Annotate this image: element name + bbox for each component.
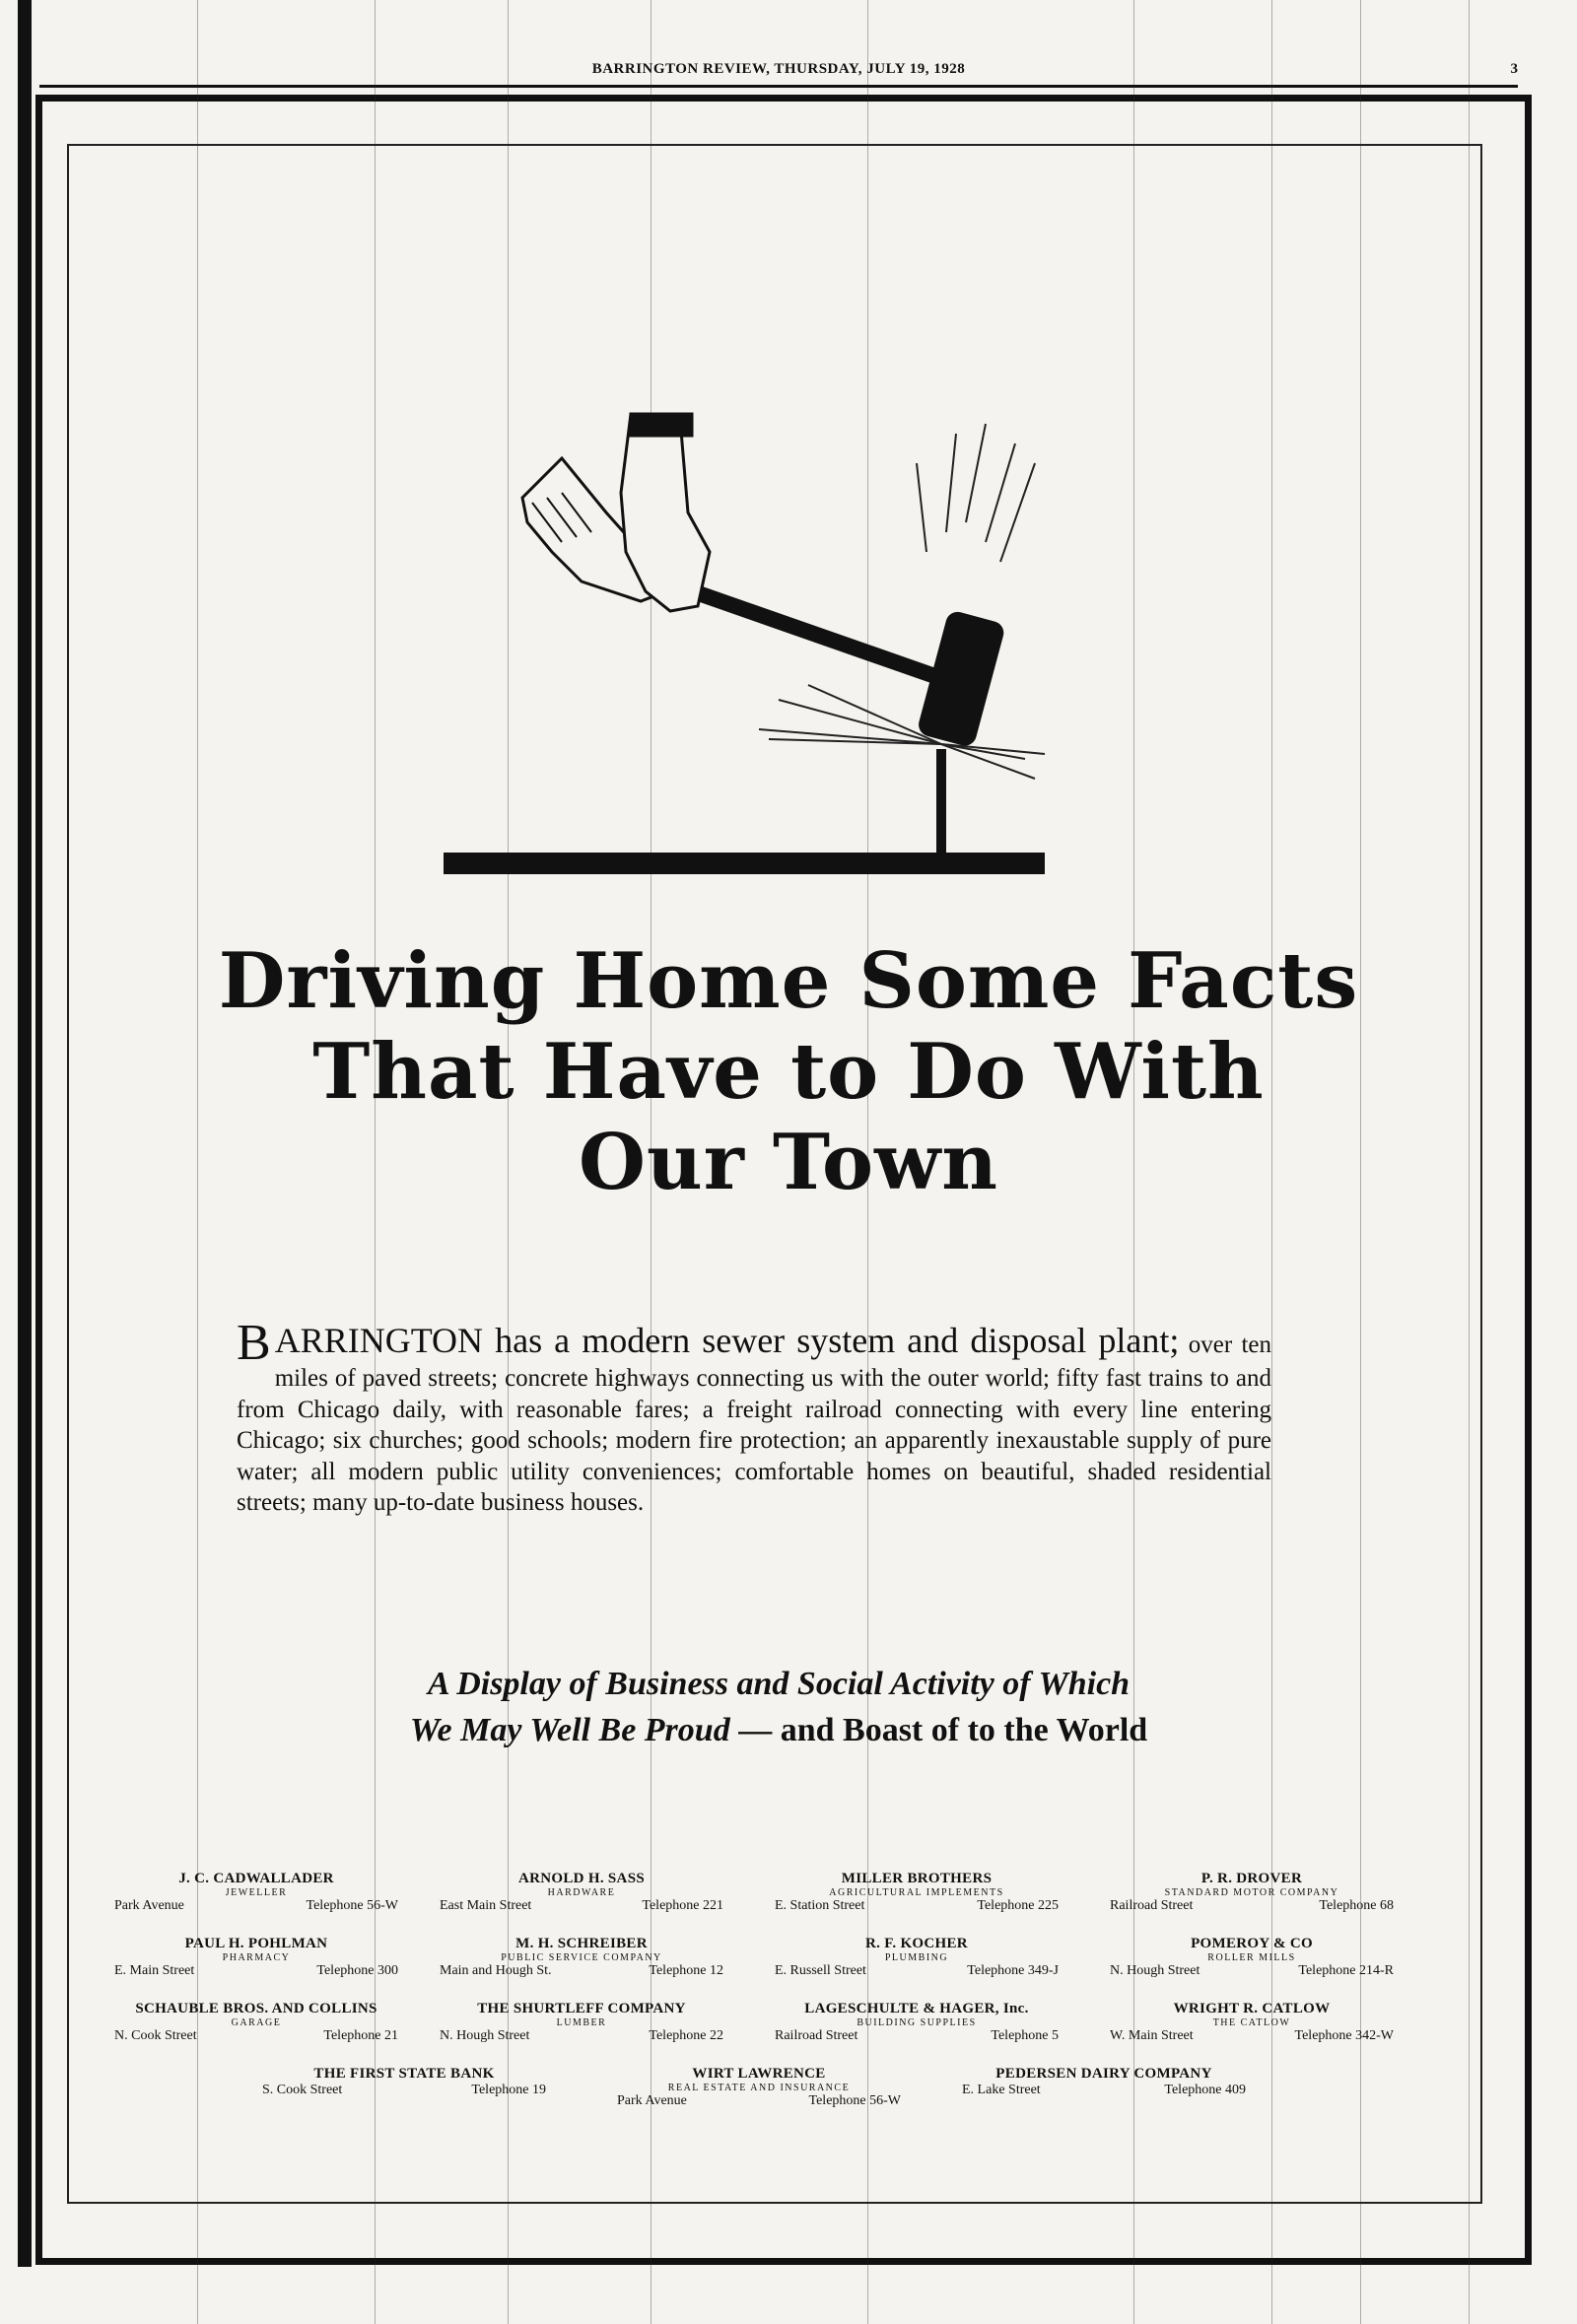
headline-line-1: Driving Home Some Facts <box>218 936 1359 1026</box>
business-wirt-lawrence <box>611 2066 907 2109</box>
business-address: E. Station Street <box>775 1898 865 1913</box>
hammer-nail-icon <box>434 404 1064 887</box>
business-phone: Telephone 19 <box>471 2083 546 2097</box>
business-kind: PUBLIC SERVICE COMPANY <box>501 1952 662 1963</box>
business-name: J. C. CADWALLADER <box>178 1871 334 1886</box>
business-address: Park Avenue <box>617 2093 687 2108</box>
business-phone: Telephone 409 <box>1164 2083 1246 2097</box>
business-phone: Telephone 225 <box>977 1898 1059 1913</box>
business-cadwallader <box>108 1871 404 1914</box>
business-address: N. Hough Street <box>440 2028 530 2043</box>
business-phone: Telephone 221 <box>642 1898 723 1913</box>
business-name: MILLER BROTHERS <box>841 1871 993 1886</box>
body-first-line: ARRINGTON has a modern sewer system and disposal plant; <box>274 1321 1180 1360</box>
business-name: THE FIRST STATE BANK <box>313 2066 495 2082</box>
business-kind: AGRICULTURAL IMPLEMENTS <box>829 1887 1004 1898</box>
tagline <box>237 1662 1321 1754</box>
headline <box>99 936 1478 1208</box>
business-schreiber <box>434 1936 729 1979</box>
tagline-line-2-rest: — and Boast of to the World <box>729 1711 1148 1748</box>
business-phone: Telephone 5 <box>991 2028 1059 2043</box>
business-address: N. Cook Street <box>114 2028 197 2043</box>
business-address: E. Main Street <box>114 1963 195 1978</box>
business-first-state-bank <box>256 2066 552 2098</box>
business-name: THE SHURTLEFF COMPANY <box>477 2001 686 2016</box>
page-edge <box>18 0 32 2267</box>
hands <box>522 414 710 611</box>
business-phone: Telephone 300 <box>316 1963 398 1978</box>
business-address: W. Main Street <box>1110 2028 1194 2043</box>
headline-line-2: That Have to Do With <box>312 1027 1265 1118</box>
business-kind: STANDARD MOTOR COMPANY <box>1164 1887 1339 1898</box>
business-kind: GARAGE <box>231 2017 282 2028</box>
nail <box>936 749 946 855</box>
business-kind: THE CATLOW <box>1212 2017 1291 2028</box>
page-number: 3 <box>1510 61 1518 77</box>
business-lageschulte <box>769 2001 1064 2044</box>
business-name: R. F. KOCHER <box>865 1936 968 1951</box>
business-address: East Main Street <box>440 1898 532 1913</box>
business-miller <box>769 1871 1064 1914</box>
business-phone: Telephone 56-W <box>306 1898 398 1913</box>
business-address: Railroad Street <box>1110 1898 1194 1913</box>
business-name: ARNOLD H. SASS <box>518 1871 645 1886</box>
business-phone: Telephone 56-W <box>808 2093 901 2108</box>
business-kind: HARDWARE <box>547 1887 616 1898</box>
business-address: N. Hough Street <box>1110 1963 1200 1978</box>
spark-lines <box>759 424 1045 779</box>
body-copy <box>237 1315 1272 1519</box>
business-name: POMEROY & CO <box>1191 1936 1313 1951</box>
board <box>444 853 1045 874</box>
business-address: E. Lake Street <box>962 2083 1041 2097</box>
business-name: WIRT LAWRENCE <box>692 2066 826 2082</box>
business-name: SCHAUBLE BROS. AND COLLINS <box>135 2001 377 2016</box>
business-address: Park Avenue <box>114 1898 184 1913</box>
business-kind: LUMBER <box>556 2017 607 2028</box>
business-phone: Telephone 342-W <box>1294 2028 1394 2043</box>
business-kocher <box>769 1936 1064 1979</box>
business-phone: Telephone 22 <box>649 2028 723 2043</box>
business-shurtleff <box>434 2001 729 2044</box>
drop-cap: B <box>237 1315 271 1371</box>
business-phone: Telephone 21 <box>323 2028 398 2043</box>
business-phone: Telephone 12 <box>649 1963 723 1978</box>
business-phone: Telephone 349-J <box>967 1963 1059 1978</box>
business-kind: REAL ESTATE AND INSURANCE <box>667 2083 851 2093</box>
business-pedersen <box>956 2066 1252 2098</box>
business-sass <box>434 1871 729 1914</box>
business-phone: Telephone 214-R <box>1298 1963 1394 1978</box>
business-catlow <box>1104 2001 1400 2044</box>
business-kind: BUILDING SUPPLIES <box>857 2017 977 2028</box>
business-phone: Telephone 68 <box>1319 1898 1394 1913</box>
business-pomeroy <box>1104 1936 1400 1979</box>
business-name: P. R. DROVER <box>1200 1871 1303 1886</box>
business-address: E. Russell Street <box>775 1963 866 1978</box>
business-kind: ROLLER MILLS <box>1207 1952 1296 1963</box>
business-pohlman <box>108 1936 404 1979</box>
business-name: LAGESCHULTE & HAGER, Inc. <box>804 2001 1029 2016</box>
body-rest: over ten miles of paved streets; concrete highways connecting us with the outer world; fifty fast trains to and from Chicago daily, with reasonable fares; a freight railroad connecting with every line entering Chicago; six churches; good schools; modern fire protection; an apparently inexaustable supply of pure water; all modern public utility conveniences; comfortable homes on beautiful, shaded residential streets; many up-to-date business houses. <box>237 1332 1272 1517</box>
tagline-line-1: A Display of Business and Social Activity of Which <box>427 1666 1131 1702</box>
business-address: Main and Hough St. <box>440 1963 552 1978</box>
business-drover <box>1104 1871 1400 1914</box>
header-rule <box>39 85 1518 88</box>
business-name: M. H. SCHREIBER <box>515 1936 648 1951</box>
running-head: BARRINGTON REVIEW, THURSDAY, JULY 19, 1928 <box>591 61 966 77</box>
business-name: PEDERSEN DAIRY COMPANY <box>995 2066 1212 2082</box>
business-address: S. Cook Street <box>262 2083 343 2097</box>
business-address: Railroad Street <box>775 2028 858 2043</box>
business-kind: JEWELLER <box>225 1887 288 1898</box>
tagline-line-2-italic: We May Well Be Proud <box>409 1711 730 1748</box>
business-name: PAUL H. POHLMAN <box>184 1936 328 1951</box>
business-kind: PHARMACY <box>222 1952 291 1963</box>
headline-line-3: Our Town <box>579 1118 998 1208</box>
business-kind: PLUMBING <box>884 1952 949 1963</box>
business-schauble <box>108 2001 404 2044</box>
business-name: WRIGHT R. CATLOW <box>1173 2001 1331 2016</box>
